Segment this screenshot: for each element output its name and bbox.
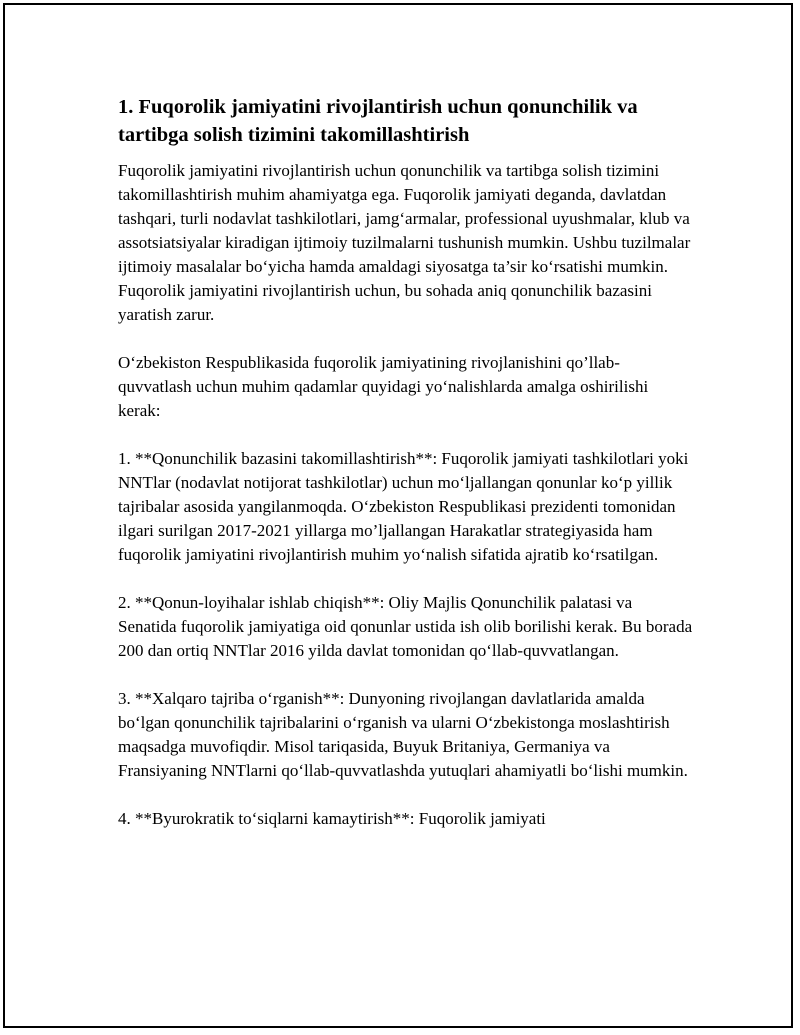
list-item-legal-base: 1. **Qonunchilik bazasini takomillashtirish**: Fuqorolik jamiyati tashkilotlari yoki NNTlar (nodavlat notijorat tashkilotlar) uchun mo‘ljallangan qonunlar ko‘p yillik tajribalar asosida yangilanmoqda. O‘zbekiston Respublikasi prezidenti tomonidan ilgari surilgan 2017-2021 yillarga mo’ljallangan Harakatlar strategiyasida ham fuqorolik jamiyatini rivojlantirish muhim yo‘nalish sifatida ajratib ko‘rsatilgan. <box>118 449 689 564</box>
list-item-international-experience: 3. **Xalqaro tajriba o‘rganish**: Dunyoning rivojlangan davlatlarida amalda bo‘lgan qonunchilik tajribalarini o‘rganish va ularni O‘zbekistonga moslashtirish maqsadga muvofiqdir. Misol tariqasida, Buyuk Britaniya, Germaniya va Fransiyaning NNTlarni qo‘llab-quvvatlashda yutuqlari ahamiyatli bo‘lishi mumkin. <box>118 689 688 780</box>
steps-intro-paragraph: O‘zbekiston Respublikasida fuqorolik jamiyatining rivojlanishini qo’llab-quvvatlash uchun muhim qadamlar quyidagi yo‘nalishlarda amalga oshirilishi kerak: <box>118 353 649 420</box>
list-item-draft-laws: 2. **Qonun-loyihalar ishlab chiqish**: Oliy Majlis Qonunchilik palatasi va Senatida fuqorolik jamiyatiga oid qonunlar ustida ish olib borilishi kerak. Bu borada 200 dan ortiq NNTlar 2016 yilda davlat tomonidan qo‘llab-quvvatlangan. <box>118 593 693 660</box>
document-body <box>118 93 693 855</box>
section-heading: 1. Fuqorolik jamiyatini rivojlantirish uchun qonunchilik va tartibga solish tizimini takomillashtirish <box>118 96 638 146</box>
list-item-bureaucracy: 4. **Byurokratik to‘siqlarni kamaytirish**: Fuqorolik jamiyati <box>118 809 546 828</box>
intro-paragraph: Fuqorolik jamiyatini rivojlantirish uchun qonunchilik va tartibga solish tizimini takomillashtirish muhim ahamiyatga ega. Fuqorolik jamiyati deganda, davlatdan tashqari, turli nodavlat tashkilotlari, jamg‘armalar, professional uyushmalar, klub va assotsiatsiyalar kiradigan ijtimoiy tuzilmalarni tushunish mumkin. Ushbu tuzilmalar ijtimoiy masalalar bo‘yicha hamda amaldagi siyosatga ta’sir ko‘rsatishi mumkin. Fuqorolik jamiyatini rivojlantirish uchun, bu sohada aniq qonunchilik bazasini yaratish zarur. <box>118 161 691 324</box>
